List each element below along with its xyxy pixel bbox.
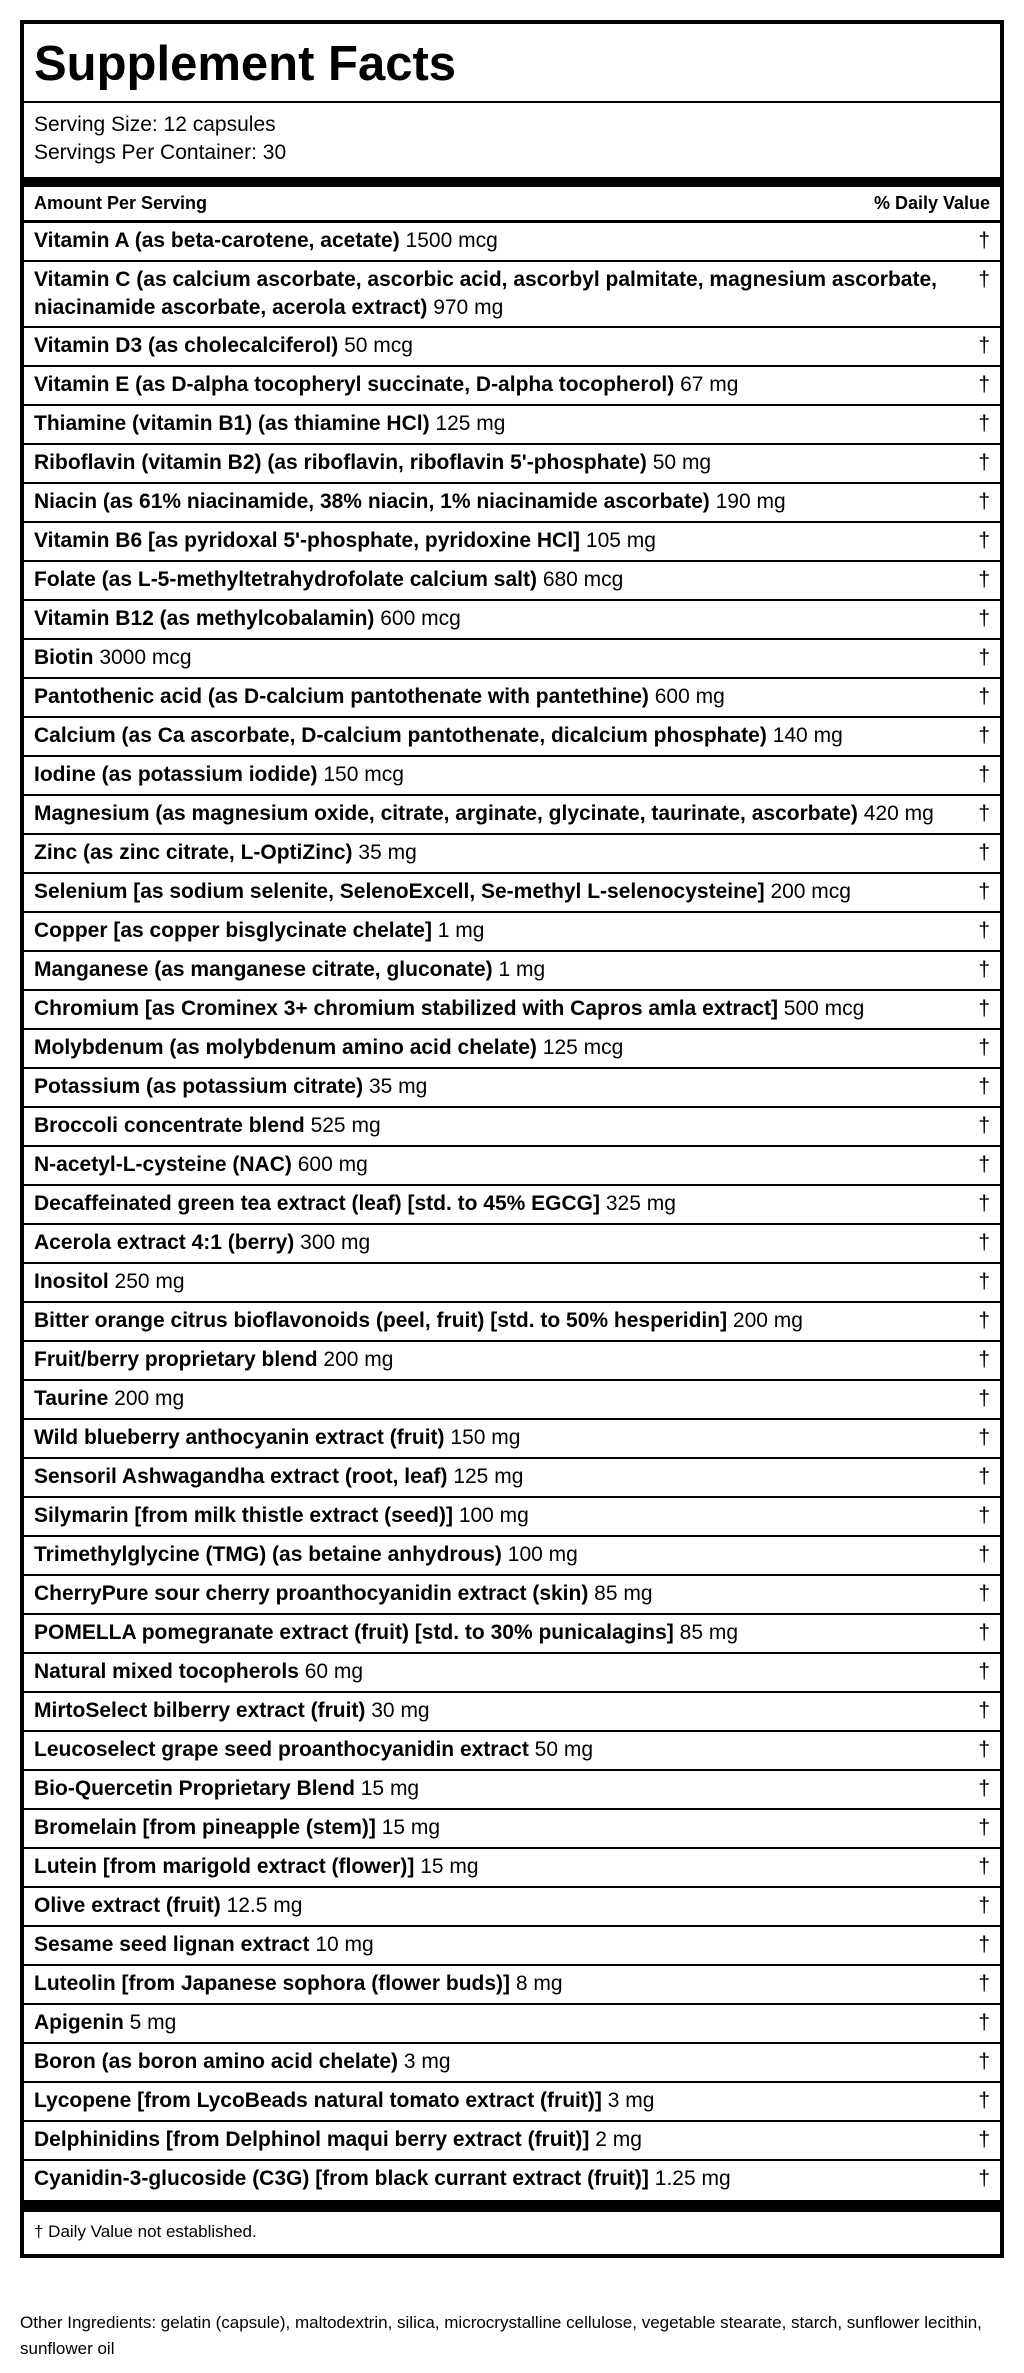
nutrient-amount: 500 mcg [783, 997, 865, 1020]
nutrient-name: Niacin (as 61% niacinamide, 38% niacin, 1% niacinamide ascorbate) [34, 490, 710, 513]
nutrient-name: Calcium (as Ca ascorbate, D-calcium pantothenate, dicalcium phosphate) [34, 724, 767, 747]
nutrient-amount: 600 mcg [380, 607, 461, 630]
daily-value: † [978, 958, 990, 981]
nutrient-amount: 970 mg [433, 296, 504, 319]
nutrient-amount: 15 mg [420, 1855, 479, 1878]
daily-value: † [978, 1582, 990, 1605]
table-row [24, 796, 1000, 835]
nutrient-name: Thiamine (vitamin B1) (as thiamine HCl) [34, 412, 430, 435]
nutrient-text [34, 527, 974, 555]
nutrient-text [34, 1970, 974, 1998]
nutrient-amount: 100 mg [507, 1543, 578, 1566]
nutrient-amount: 680 mcg [542, 568, 624, 591]
nutrient-amount: 50 mcg [344, 334, 413, 357]
daily-value: † [978, 1075, 990, 1098]
servings-per-container: Servings Per Container: 30 [34, 141, 287, 164]
table-row [24, 1225, 1000, 1264]
daily-value: † [978, 1192, 990, 1215]
nutrient-amount: 3 mg [607, 2089, 655, 2112]
nutrient-text [34, 1307, 974, 1335]
nutrient-name: Biotin [34, 646, 94, 669]
nutrient-name: Natural mixed tocopherols [34, 1660, 299, 1683]
table-row [24, 1381, 1000, 1420]
table-row [24, 2044, 1000, 2083]
table-row [24, 640, 1000, 679]
nutrient-name: Selenium [as sodium selenite, SelenoExcell, Se-methyl L-selenocysteine] [34, 880, 765, 903]
table-row [24, 1537, 1000, 1576]
nutrient-text [34, 1931, 974, 1959]
nutrient-name: Trimethylglycine (TMG) (as betaine anhydrous) [34, 1543, 502, 1566]
nutrient-amount: 325 mg [605, 1192, 676, 1215]
daily-value: † [978, 1660, 990, 1683]
table-row [24, 952, 1000, 991]
daily-value: † [978, 2089, 990, 2112]
nutrient-amount: 125 mg [435, 412, 506, 435]
nutrient-amount: 35 mg [358, 841, 417, 864]
nutrient-amount: 3000 mcg [99, 646, 192, 669]
nutrient-text [34, 1814, 974, 1842]
table-row [24, 406, 1000, 445]
daily-value: † [978, 1036, 990, 1059]
daily-value: † [978, 1543, 990, 1566]
daily-value: † [978, 268, 990, 291]
nutrient-text [34, 917, 974, 945]
daily-value: † [978, 1972, 990, 1995]
nutrient-name: Taurine [34, 1387, 109, 1410]
nutrient-name: POMELLA pomegranate extract (fruit) [std. to 30% punicalagins] [34, 1621, 674, 1644]
nutrient-text [34, 1775, 974, 1803]
table-row [24, 328, 1000, 367]
nutrient-text [34, 1502, 974, 1530]
daily-value: † [978, 802, 990, 825]
nutrient-text [34, 2009, 974, 2037]
nutrient-text [34, 722, 974, 750]
table-row [24, 1303, 1000, 1342]
nutrient-text [34, 956, 974, 984]
nutrient-name: Wild blueberry anthocyanin extract (fruit) [34, 1426, 445, 1449]
table-row [24, 874, 1000, 913]
table-row [24, 1420, 1000, 1459]
nutrient-amount: 300 mg [300, 1231, 371, 1254]
nutrient-name: Chromium [as Crominex 3+ chromium stabilized with Capros amla extract] [34, 997, 778, 1020]
nutrient-text [34, 1073, 974, 1101]
nutrient-amount: 8 mg [515, 1972, 563, 1995]
nutrient-amount: 15 mg [381, 1816, 441, 1839]
nutrient-name: Luteolin [from Japanese sophora (flower buds)] [34, 1972, 511, 1995]
table-row [24, 2083, 1000, 2122]
nutrient-name: Magnesium (as magnesium oxide, citrate, arginate, glycinate, taurinate, ascorbate) [34, 802, 858, 825]
daily-value: † [978, 1114, 990, 1137]
table-row [24, 1342, 1000, 1381]
daily-value: † [978, 568, 990, 591]
table-row [24, 1966, 1000, 2005]
daily-value: † [978, 490, 990, 513]
daily-value: † [978, 451, 990, 474]
nutrient-name: Inositol [34, 1270, 109, 1293]
nutrient-text [34, 761, 974, 789]
nutrient-name: Vitamin B12 (as methylcobalamin) [34, 607, 375, 630]
nutrient-amount: 105 mg [585, 529, 656, 552]
daily-value: † [978, 646, 990, 669]
nutrient-amount: 85 mg [594, 1582, 653, 1605]
nutrient-text [34, 1853, 974, 1881]
daily-value: † [978, 1855, 990, 1878]
nutrient-text [34, 2126, 974, 2154]
daily-value: † [978, 1387, 990, 1410]
nutrient-text [34, 1424, 974, 1452]
supplement-facts-panel [20, 20, 1004, 2258]
table-row [24, 367, 1000, 406]
daily-value: † [978, 1933, 990, 1956]
table-row [24, 1498, 1000, 1537]
nutrient-text [34, 1892, 974, 1920]
table-row [24, 1693, 1000, 1732]
nutrient-amount: 125 mcg [542, 1036, 624, 1059]
nutrient-name: Vitamin E (as D-alpha tocopheryl succinate, D-alpha tocopherol) [34, 373, 675, 396]
nutrient-name: Vitamin A (as beta-carotene, acetate) [34, 229, 400, 252]
nutrient-text [34, 332, 974, 360]
nutrient-text [34, 683, 974, 711]
nutrient-text [34, 995, 974, 1023]
table-row [24, 1264, 1000, 1303]
nutrient-text [34, 878, 974, 906]
nutrient-name: Delphinidins [from Delphinol maqui berry extract (fruit)] [34, 2128, 590, 2151]
table-header [24, 187, 1000, 223]
nutrient-amount: 150 mg [450, 1426, 521, 1449]
nutrient-amount: 15 mg [360, 1777, 420, 1800]
nutrient-amount: 30 mg [371, 1699, 430, 1722]
nutrient-text [34, 227, 974, 255]
nutrient-amount: 67 mg [680, 373, 739, 396]
nutrient-name: Lycopene [from LycoBeads natural tomato extract (fruit)] [34, 2089, 602, 2112]
thick-divider [24, 177, 1000, 187]
nutrient-amount: 60 mg [304, 1660, 364, 1683]
nutrient-text [34, 605, 974, 633]
table-row [24, 562, 1000, 601]
table-row [24, 1147, 1000, 1186]
panel-title: Supplement Facts [24, 24, 1000, 103]
daily-value: † [978, 1270, 990, 1293]
nutrient-text [34, 1151, 974, 1179]
table-row [24, 523, 1000, 562]
table-row [24, 913, 1000, 952]
table-row [24, 1576, 1000, 1615]
nutrient-name: Fruit/berry proprietary blend [34, 1348, 318, 1371]
daily-value: † [978, 841, 990, 864]
other-ingredients: Other Ingredients: gelatin (capsule), maltodextrin, silica, microcrystalline cellulose, vegetable stearate, starch, sunflower lecithin, sunflower oil [20, 2313, 982, 2358]
table-row [24, 223, 1000, 262]
nutrient-amount: 100 mg [458, 1504, 529, 1527]
table-row [24, 262, 1000, 328]
nutrient-amount: 600 mg [654, 685, 725, 708]
nutrient-name: Silymarin [from milk thistle extract (seed)] [34, 1504, 453, 1527]
daily-value: † [978, 685, 990, 708]
nutrient-text [34, 1112, 974, 1140]
nutrient-text [34, 266, 974, 322]
daily-value: † [978, 919, 990, 942]
daily-value: † [978, 529, 990, 552]
daily-value: † [978, 334, 990, 357]
nutrient-amount: 50 mg [652, 451, 712, 474]
nutrient-text [34, 2048, 974, 2076]
nutrient-text [34, 1268, 974, 1296]
nutrient-amount: 1 mg [437, 919, 485, 942]
nutrient-amount: 1 mg [498, 958, 546, 981]
daily-value: † [978, 2128, 990, 2151]
nutrient-name: Boron (as boron amino acid chelate) [34, 2050, 399, 2073]
nutrient-text [34, 566, 974, 594]
nutrient-text [34, 644, 974, 672]
nutrient-amount: 5 mg [129, 2011, 177, 2034]
daily-value: † [978, 607, 990, 630]
nutrient-amount: 1500 mcg [405, 229, 498, 252]
amount-per-serving-header: Amount Per Serving [34, 193, 208, 213]
daily-value: † [978, 1738, 990, 1761]
nutrient-name: Iodine (as potassium iodide) [34, 763, 318, 786]
daily-value: † [978, 1465, 990, 1488]
nutrient-amount: 125 mg [453, 1465, 524, 1488]
serving-size: Serving Size: 12 capsules [34, 113, 276, 136]
nutrient-text [34, 1463, 974, 1491]
nutrient-name: Leucoselect grape seed proanthocyanidin extract [34, 1738, 529, 1761]
daily-value-header: % Daily Value [873, 193, 990, 213]
table-row [24, 1654, 1000, 1693]
daily-value: † [978, 1504, 990, 1527]
nutrient-name: Decaffeinated green tea extract (leaf) [std. to 45% EGCG] [34, 1192, 600, 1215]
nutrient-text [34, 2165, 974, 2193]
nutrient-text [34, 1580, 974, 1608]
table-row [24, 1732, 1000, 1771]
nutrient-amount: 50 mg [534, 1738, 594, 1761]
table-row [24, 679, 1000, 718]
table-row [24, 2161, 1000, 2200]
daily-value: † [978, 373, 990, 396]
nutrient-text [34, 1034, 974, 1062]
table-row [24, 991, 1000, 1030]
nutrient-text [34, 1190, 974, 1218]
table-row [24, 1771, 1000, 1810]
nutrient-text [34, 410, 974, 438]
daily-value: † [978, 1231, 990, 1254]
nutrient-amount: 150 mcg [323, 763, 404, 786]
nutrient-name: Broccoli concentrate blend [34, 1114, 305, 1137]
nutrient-name: Cyanidin-3-glucoside (C3G) [from black currant extract (fruit)] [34, 2167, 649, 2190]
nutrient-text [34, 449, 974, 477]
daily-value: † [978, 1699, 990, 1722]
nutrient-name: Copper [as copper bisglycinate chelate] [34, 919, 432, 942]
nutrient-text [34, 1385, 974, 1413]
nutrient-amount: 10 mg [315, 1933, 374, 1956]
nutrient-amount: 140 mg [772, 724, 843, 747]
nutrient-amount: 85 mg [679, 1621, 739, 1644]
daily-value: † [978, 2011, 990, 2034]
nutrient-text [34, 1619, 974, 1647]
table-row [24, 2122, 1000, 2161]
daily-value: † [978, 1816, 990, 1839]
nutrient-text [34, 839, 974, 867]
nutrient-name: Pantothenic acid (as D-calcium pantothenate with pantethine) [34, 685, 649, 708]
daily-value: † [978, 1426, 990, 1449]
table-row [24, 1108, 1000, 1147]
nutrient-name: CherryPure sour cherry proanthocyanidin extract (skin) [34, 1582, 589, 1605]
daily-value: † [978, 1777, 990, 1800]
nutrient-amount: 250 mg [114, 1270, 185, 1293]
daily-value: † [978, 997, 990, 1020]
nutrient-name: Bio-Quercetin Proprietary Blend [34, 1777, 355, 1800]
table-row [24, 1186, 1000, 1225]
serving-info [24, 103, 1000, 177]
nutrient-name: Vitamin D3 (as cholecalciferol) [34, 334, 339, 357]
nutrient-amount: 420 mg [863, 802, 934, 825]
table-row [24, 1030, 1000, 1069]
nutrient-name: MirtoSelect bilberry extract (fruit) [34, 1699, 366, 1722]
daily-value: † [978, 229, 990, 252]
daily-value: † [978, 1309, 990, 1332]
daily-value: † [978, 1894, 990, 1917]
table-row [24, 757, 1000, 796]
nutrient-name: Vitamin C (as calcium ascorbate, ascorbic acid, ascorbyl palmitate, magnesium ascorbate, niacinamide ascorbate, acerola extract) [34, 268, 937, 319]
nutrient-amount: 200 mg [323, 1348, 394, 1371]
daily-value: † [978, 763, 990, 786]
daily-value: † [978, 880, 990, 903]
nutrient-text [34, 800, 974, 828]
nutrient-amount: 525 mg [310, 1114, 381, 1137]
nutrient-text [34, 1658, 974, 1686]
nutrient-amount: 600 mg [297, 1153, 368, 1176]
nutrient-name: Riboflavin (vitamin B2) (as riboflavin, riboflavin 5'-phosphate) [34, 451, 647, 474]
nutrient-text [34, 1346, 974, 1374]
nutrient-name: Lutein [from marigold extract (flower)] [34, 1855, 415, 1878]
table-row [24, 1810, 1000, 1849]
table-row [24, 718, 1000, 757]
table-row [24, 2005, 1000, 2044]
nutrient-name: Zinc (as zinc citrate, L-OptiZinc) [34, 841, 353, 864]
nutrient-name: Folate (as L-5-methyltetrahydrofolate calcium salt) [34, 568, 537, 591]
nutrient-name: Acerola extract 4:1 (berry) [34, 1231, 295, 1254]
nutrient-name: Bromelain [from pineapple (stem)] [34, 1816, 376, 1839]
nutrient-name: N-acetyl-L-cysteine (NAC) [34, 1153, 292, 1176]
table-row [24, 1069, 1000, 1108]
nutrient-amount: 1.25 mg [654, 2167, 731, 2190]
nutrient-name: Bitter orange citrus bioflavonoids (peel, fruit) [std. to 50% hesperidin] [34, 1309, 728, 1332]
thick-divider-bottom [24, 2200, 1000, 2212]
nutrient-name: Apigenin [34, 2011, 124, 2034]
nutrient-amount: 200 mg [114, 1387, 185, 1410]
nutrient-name: Sensoril Ashwagandha extract (root, leaf) [34, 1465, 448, 1488]
nutrient-amount: 200 mg [732, 1309, 803, 1332]
nutrient-name: Vitamin B6 [as pyridoxal 5'-phosphate, pyridoxine HCl] [34, 529, 581, 552]
nutrient-rows [24, 223, 1000, 2200]
nutrient-name: Molybdenum (as molybdenum amino acid chelate) [34, 1036, 537, 1059]
nutrient-name: Olive extract (fruit) [34, 1894, 221, 1917]
nutrient-name: Potassium (as potassium citrate) [34, 1075, 364, 1098]
footnote: † Daily Value not established. [34, 2222, 257, 2241]
nutrient-amount: 200 mcg [770, 880, 851, 903]
daily-value: † [978, 1153, 990, 1176]
table-row [24, 1615, 1000, 1654]
nutrient-amount: 190 mg [715, 490, 786, 513]
daily-value: † [978, 724, 990, 747]
nutrient-name: Sesame seed lignan extract [34, 1933, 310, 1956]
nutrient-text [34, 371, 974, 399]
table-row [24, 1927, 1000, 1966]
nutrient-text [34, 1229, 974, 1257]
nutrient-amount: 3 mg [403, 2050, 451, 2073]
nutrient-text [34, 1541, 974, 1569]
table-row [24, 1459, 1000, 1498]
nutrient-text [34, 2087, 974, 2115]
daily-value: † [978, 2050, 990, 2073]
nutrient-text [34, 1736, 974, 1764]
nutrient-text [34, 1697, 974, 1725]
table-row [24, 835, 1000, 874]
daily-value: † [978, 2167, 990, 2190]
nutrient-amount: 12.5 mg [226, 1894, 303, 1917]
nutrient-name: Manganese (as manganese citrate, gluconate) [34, 958, 493, 981]
nutrient-amount: 35 mg [368, 1075, 428, 1098]
table-row [24, 1888, 1000, 1927]
nutrient-text [34, 488, 974, 516]
daily-value: † [978, 1348, 990, 1371]
nutrient-amount: 2 mg [595, 2128, 642, 2151]
table-row [24, 601, 1000, 640]
table-row [24, 445, 1000, 484]
daily-value: † [978, 412, 990, 435]
table-row [24, 1849, 1000, 1888]
table-row [24, 484, 1000, 523]
daily-value: † [978, 1621, 990, 1644]
